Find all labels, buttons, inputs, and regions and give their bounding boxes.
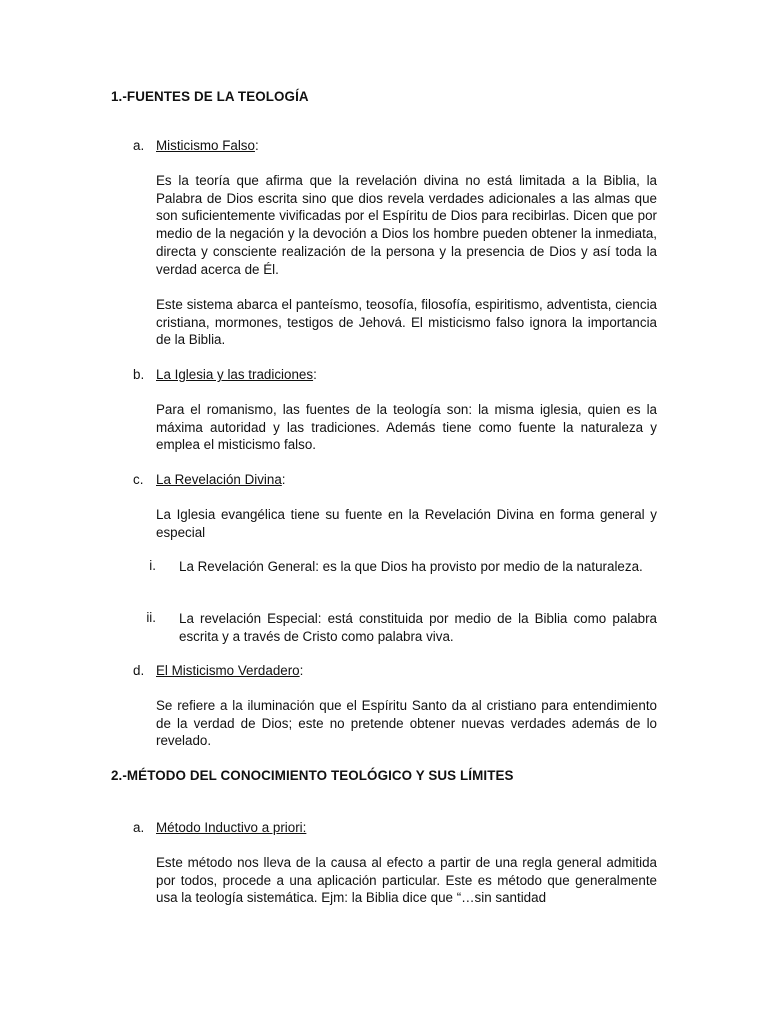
item-marker-b: b. (133, 367, 145, 382)
item-label-text: La Iglesia y las tradiciones (156, 367, 314, 382)
paragraph: Este sistema abarca el panteísmo, teosofía, filosofía, espiritismo, adventista, ciencia cristiana, mormones, testigos de Jehová. El misticismo falso ignora la importancia de la Biblia. (156, 297, 657, 348)
item-marker-a: a. (133, 138, 145, 153)
paragraph: Se refiere a la iluminación que el Espíritu Santo da al cristiano para entendimiento de la verdad de Dios; este no pretende obtener nuevas verdades además de lo revelado. (156, 698, 657, 749)
subitem-marker-i: i. (149, 558, 156, 573)
item-marker-a: a. (133, 820, 145, 835)
item-label-text: La Revelación Divina (156, 472, 282, 487)
item-marker-c: c. (133, 472, 144, 487)
paragraph: Para el romanismo, las fuentes de la teología son: la misma iglesia, quien es la máxima autoridad y las tradiciones. Además tiene como fuente la naturaleza y emplea el misticismo falso. (156, 402, 657, 453)
paragraph: Este método nos lleva de la causa al efecto a partir de una regla general admitida por todos, procede a una aplicación particular. Este es método que generalmente usa la teología sistemática. Ejm: la Biblia dice que “…sin santidad (156, 855, 657, 906)
paragraph: La Iglesia evangélica tiene su fuente en la Revelación Divina en forma general y especial (156, 507, 657, 540)
item-label-misticismo-verdadero (156, 663, 303, 678)
item-marker-d: d. (133, 663, 145, 678)
subitem-text: La revelación Especial: está constituida por medio de la Biblia como palabra escrita y a través de Cristo como palabra viva. (179, 611, 657, 644)
paragraph: Es la teoría que afirma que la revelación divina no está limitada a la Biblia, la Palabra de Dios escrita sino que dios revela verdades adicionales a las almas que son suficientemente vivificadas por el Espíritu de Dios para recibirlas. Dicen que por medio de la negación y la devoción a Dios los hombre pueden obtener la inmediata, directa y consciente realización de la persona y la presencia de Dios y así toda la verdad acerca de Él. (156, 173, 657, 277)
item-label-text: Misticismo Falso (156, 138, 255, 153)
subitem-text: La Revelación General: es la que Dios ha provisto por medio de la naturaleza. (179, 559, 643, 574)
section-heading-2: 2.-MÉTODO DEL CONOCIMIENTO TEOLÓGICO Y SUS LÍMITES (111, 768, 514, 783)
item-label-text: El Misticismo Verdadero (156, 663, 300, 678)
item-label-metodo-inductivo (156, 820, 306, 835)
item-label-iglesia-tradiciones (156, 367, 317, 382)
subitem-marker-ii: ii. (146, 610, 156, 625)
item-label-suffix: : (281, 472, 286, 487)
item-label-suffix: : (299, 663, 304, 678)
item-label-suffix: : (254, 138, 259, 153)
item-label-misticismo-falso (156, 138, 259, 153)
item-label-suffix: : (313, 367, 317, 382)
section-heading-1: 1.-FUENTES DE LA TEOLOGÍA (111, 89, 309, 104)
item-label-text: Método Inductivo a priori: (156, 820, 307, 835)
item-label-revelacion-divina (156, 472, 286, 487)
